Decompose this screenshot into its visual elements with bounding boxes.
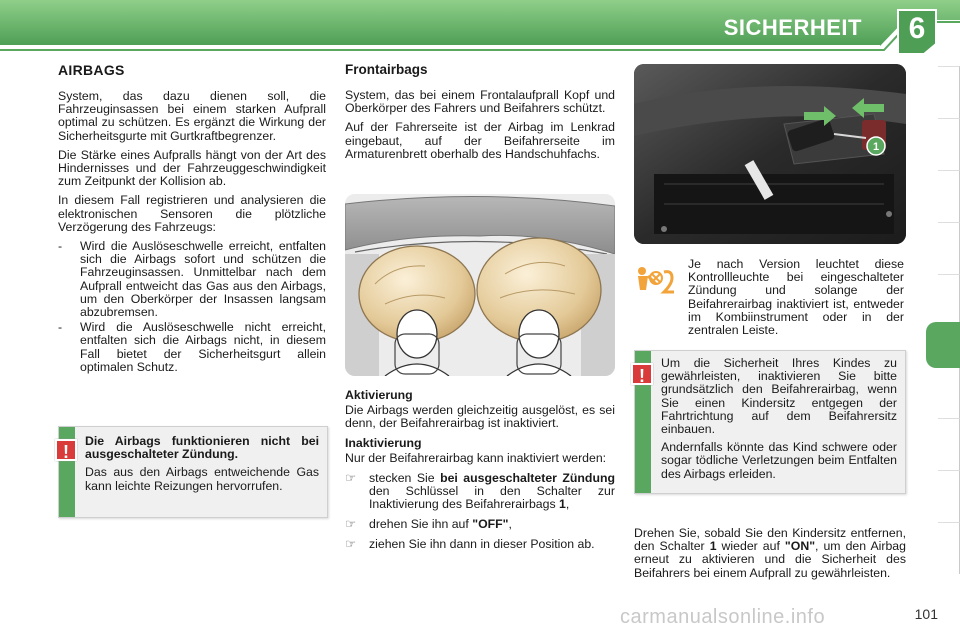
switch-callout: 1	[872, 141, 880, 153]
frontairbags-section	[345, 62, 615, 167]
chapter-tab[interactable]	[938, 170, 960, 222]
step-text: ziehen Sie ihn dann in dieser Position ab.	[369, 537, 595, 552]
airbag-warning-lamp-icon	[634, 264, 682, 302]
activation-section	[345, 388, 615, 559]
chapter-tab[interactable]	[938, 274, 960, 326]
step-text: stecken Sie bei ausgeschalteter Zündung den Schlüssel in den Schalter zur Inaktivierung des Beifahrerairbags 1,	[369, 470, 615, 512]
step-item	[345, 538, 615, 551]
warning-icon: !	[55, 439, 77, 461]
page-header	[0, 0, 960, 52]
paragraph: Die Stärke eines Aufpralls hängt von der Art des Hindernisses und der Fahrzeuggeschwindigkeit zum Zeitpunkt der Kollision ab.	[58, 147, 326, 189]
switch-photo-drawing	[634, 64, 906, 244]
chapter-tab-active[interactable]	[926, 322, 960, 368]
list-marker: -	[58, 320, 63, 335]
watermark: carmanualsonline.info	[620, 606, 826, 628]
paragraph: Nur der Beifahrerairbag kann inaktiviert werden:	[345, 451, 607, 466]
warning-box	[58, 426, 328, 518]
pointing-hand-icon: ☞	[345, 470, 357, 485]
switch-photo	[634, 64, 906, 244]
step-item	[345, 518, 615, 531]
activation-heading: Aktivierung	[345, 388, 413, 402]
list-item	[58, 240, 326, 319]
warning-body	[661, 357, 897, 486]
pointing-hand-icon: ☞	[345, 537, 357, 552]
airbag-illustration	[345, 194, 615, 376]
paragraph: System, das dazu dienen soll, die Fahrzeuginsassen bei einem starken Aufprall optimal zu schützen. Es ergänzt die Wirkung der Sicherheitsgurte mit Gurtkraftbegrenzer.	[58, 89, 326, 143]
warning-text: Andernfalls könnte das Kind schwere oder sogar tödliche Verletzungen beim Entfalten des Airbags erleiden.	[661, 440, 897, 481]
list-marker: -	[58, 239, 63, 254]
chapter-tab[interactable]	[938, 366, 960, 418]
section-heading: Frontairbags	[345, 62, 428, 77]
page-number: 101	[914, 606, 938, 622]
chapter-tab[interactable]	[938, 470, 960, 522]
reactivation-note	[634, 527, 906, 586]
deactivation-heading: Inaktivierung	[345, 436, 422, 451]
airbags-section	[58, 62, 326, 376]
indicator-note	[688, 258, 904, 337]
paragraph: System, das bei einem Frontalaufprall Kopf und Oberkörper des Fahrers und Beifahrers schützt.	[345, 88, 615, 116]
list-text: Wird die Auslöseschwelle erreicht, entfalten sich die Airbags sofort und schützen die Fahrzeuginsassen. Unmittelbar nach dem Aufprall entweicht das Gas aus den Airbags, um den Oberkörper der Insassen langsam abzubremsen.	[80, 239, 326, 320]
paragraph: Die Airbags werden gleichzeitig ausgelöst, es sei denn, der Beifahrerairbag ist inaktiviert.	[345, 403, 615, 431]
chapter-title: SICHERHEIT	[723, 15, 862, 40]
step-text: drehen Sie ihn auf "OFF",	[369, 517, 512, 532]
step-item	[345, 472, 615, 512]
list-item	[58, 321, 326, 374]
pointing-hand-icon: ☞	[345, 517, 357, 532]
chapter-number: 6	[908, 12, 926, 45]
reactivation-text: Drehen Sie, sobald Sie den Kindersitz entfernen, den Schalter 1 wieder auf "ON", um den Airbag erneut zu aktivieren und die Sicherheit des Beifahrers bei einem Aufprall zu gewährleisten.	[634, 526, 906, 580]
chapter-tab[interactable]	[938, 522, 960, 574]
chapter-badge	[894, 6, 940, 56]
list-text: Wird die Auslöseschwelle nicht erreicht, entfalten sich die Airbags nicht, in diesem Fall bietet der Sicherheitsgurt allein optimalen Schutz.	[80, 320, 326, 374]
indicator-note-text: Je nach Version leuchtet diese Kontrollleuchte bei eingeschalteter Zündung und solange der Beifahrerairbag inaktiviert ist, entweder im Kombiinstrument oder in der zentralen Leiste.	[688, 257, 904, 338]
warning-text: Um die Sicherheit Ihres Kindes zu gewährleisten, inaktivieren Sie bitte grundsätzlich den Beifahrerairbag, wenn Sie einen Kindersitz entgegen der Fahrtrichtung auf dem Beifahrersitz einbauen.	[661, 356, 897, 437]
paragraph: Auf der Fahrerseite ist der Airbag im Lenkrad eingebaut, auf der Beifahrerseite im Armaturenbrett oberhalb des Handschuhfachs.	[345, 120, 615, 161]
paragraph: In diesem Fall registrieren und analysieren die elektronischen Sensoren die plötzliche Verzögerung des Fahrzeugs:	[58, 193, 326, 234]
warning-bold-text: Die Airbags funktionieren nicht bei ausgeschalteter Zündung.	[85, 434, 319, 462]
chapter-tabs	[928, 66, 960, 572]
chapter-tab[interactable]	[938, 222, 960, 274]
chapter-tab[interactable]	[938, 66, 960, 118]
warning-body	[85, 435, 319, 498]
warning-text: Das aus den Airbags entweichende Gas kann leichte Reizungen hervorrufen.	[85, 465, 319, 493]
warning-icon: !	[631, 363, 653, 385]
child-seat-warning-box	[634, 350, 906, 494]
section-heading: AIRBAGS	[58, 62, 125, 78]
passenger-airbag-off-icon	[634, 264, 682, 302]
chapter-tab[interactable]	[938, 118, 960, 170]
chapter-tab[interactable]	[938, 418, 960, 470]
airbag-drawing	[345, 194, 615, 376]
